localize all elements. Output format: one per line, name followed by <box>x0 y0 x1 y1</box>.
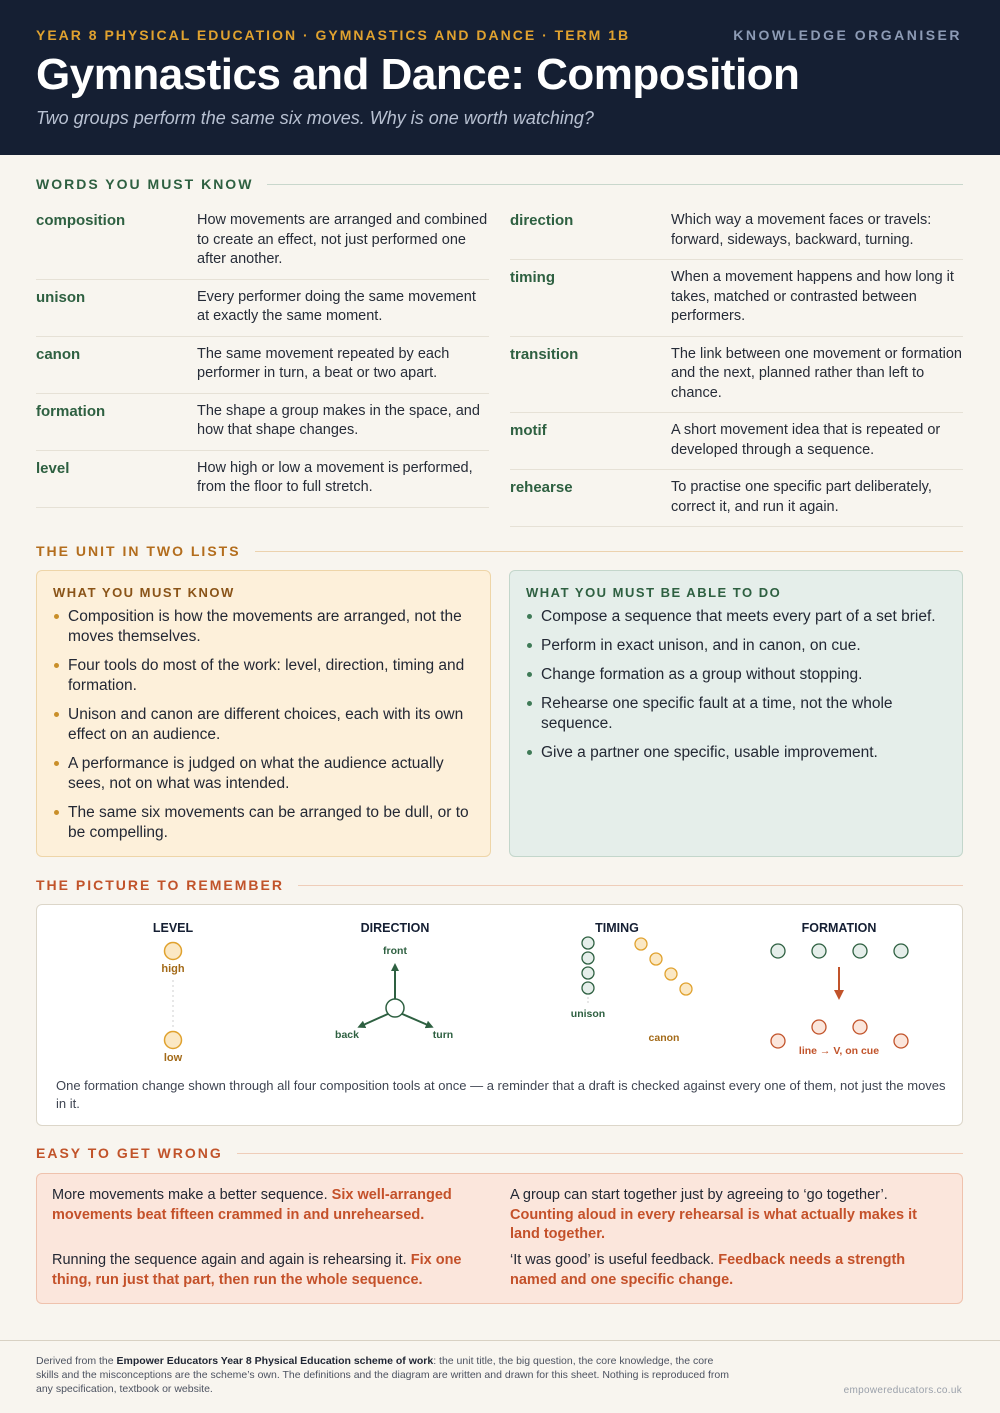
vocab-column-right <box>510 203 963 527</box>
list-item: Give a partner one specific, usable improvement. <box>526 743 948 763</box>
formation-panel <box>771 921 908 1057</box>
vocab-definition: Which way a movement faces or travels: forward, sideways, backward, turning. <box>671 212 932 248</box>
unison-dot <box>582 982 594 994</box>
footer-url[interactable]: empowereducators.co.uk <box>843 1385 962 1396</box>
unison-dot <box>582 967 594 979</box>
list-item: Change formation as a group without stopping. <box>526 665 948 685</box>
page-title: Gymnastics and Dance: Composition <box>36 50 800 99</box>
line-formation-dot <box>894 944 908 958</box>
vocab-row <box>36 280 489 337</box>
direction-back-label: back <box>335 1029 359 1041</box>
line-formation-dot <box>812 944 826 958</box>
level-low-label: low <box>163 1052 183 1064</box>
vocab-term: canon <box>36 345 81 363</box>
vocab-term: rehearse <box>510 479 573 496</box>
correction-text: Counting aloud in every rehearsal is what actually makes it land together. <box>510 1206 917 1242</box>
formation-label: line → V, on cue <box>798 1045 880 1057</box>
canon-dot <box>650 953 662 965</box>
page-subtitle: Two groups perform the same six moves. Why is one worth watching? <box>36 108 594 128</box>
timing-panel <box>571 921 692 1044</box>
section-heading-picture: THE PICTURE TO REMEMBER <box>36 875 963 895</box>
misconception-item <box>510 1186 950 1245</box>
vocab-term: formation <box>36 402 106 420</box>
level-title: LEVEL <box>152 921 194 935</box>
misconception-text: Running the sequence again and again is rehearsing it. <box>52 1252 411 1268</box>
list-item: Perform in exact unison, and in canon, on cue. <box>526 636 948 656</box>
line-formation-dot <box>853 944 867 958</box>
list-item: A performance is judged on what the audience actually sees, not on what was intended. <box>53 754 476 794</box>
correction-text: Feedback needs a strength named and one specific change. <box>510 1252 906 1288</box>
level-high-dot <box>165 943 182 960</box>
vocab-row <box>36 394 489 451</box>
vocab-row <box>36 203 489 280</box>
list-item: Four tools do most of the work: level, direction, timing and formation. <box>53 656 476 696</box>
unison-dot <box>582 937 594 949</box>
vocab-term: motif <box>510 422 547 439</box>
arrow-turn <box>400 1013 430 1026</box>
direction-performer-dot <box>386 999 404 1017</box>
vocab-row <box>510 260 963 337</box>
misconception-text: A group can start together just by agreeing to ‘go together’. <box>510 1187 888 1203</box>
list-item: Unison and canon are different choices, each with its own effect on an audience. <box>53 705 476 745</box>
source-name: Empower Educators Year 8 Physical Education scheme of work <box>116 1355 434 1367</box>
able-to-do-list <box>526 607 948 772</box>
vocab-column-left <box>36 203 489 508</box>
footer-divider <box>0 1340 1000 1341</box>
able-to-do-box <box>509 570 963 857</box>
vocab-term: unison <box>36 288 86 306</box>
must-know-box <box>36 570 491 857</box>
canon-dot <box>665 968 677 980</box>
misconception-text: More movements make a better sequence. <box>52 1187 332 1203</box>
vocab-definition: The same movement repeated by each performer in turn, a beat or two apart. <box>197 345 450 381</box>
list-item: Rehearse one specific fault at a time, not the whole sequence. <box>526 694 948 734</box>
canon-dot <box>635 938 647 950</box>
section-heading-lists: THE UNIT IN TWO LISTS <box>36 541 963 561</box>
level-high-label: high <box>161 963 185 975</box>
unit-kicker: YEAR 8 PHYSICAL EDUCATION · GYMNASTICS AND DANCE · TERM 1B <box>36 27 631 43</box>
vocab-row <box>36 451 489 508</box>
must-know-list <box>53 607 476 852</box>
v-formation-dot <box>853 1020 867 1034</box>
vocab-row <box>510 470 963 527</box>
v-formation-dot <box>812 1020 826 1034</box>
vocab-term: level <box>36 459 70 477</box>
vocab-definition: How movements are arranged and combined to create an effect, not just performed one after another. <box>197 212 488 267</box>
list-item: Composition is how the movements are arranged, not the moves themselves. <box>53 607 476 647</box>
misconceptions-box <box>36 1173 963 1304</box>
vocab-definition: The shape a group makes in the space, and how that shape changes. <box>197 402 480 438</box>
timing-title: TIMING <box>595 921 639 935</box>
canon-label: canon <box>648 1032 680 1044</box>
section-heading-words: WORDS YOU MUST KNOW <box>36 174 963 194</box>
vocab-row <box>510 337 963 414</box>
v-formation-dot <box>771 1034 785 1048</box>
level-panel <box>153 921 194 1064</box>
misconception-item <box>510 1251 950 1290</box>
list-item: Compose a sequence that meets every part of a set brief. <box>526 607 948 627</box>
line-formation-dot <box>771 944 785 958</box>
vocab-term: composition <box>36 212 126 229</box>
vocab-definition: When a movement happens and how long it takes, matched or contrasted between performers. <box>671 269 954 324</box>
unison-label: unison <box>570 1008 606 1020</box>
able-to-do-title: WHAT YOU MUST BE ABLE TO DO <box>526 585 782 600</box>
source-note: Derived from the Empower Educators Year 8 Physical Education scheme of work: the unit title, the big question, the core knowledge, the core skills and the misconceptions are the scheme’s own. The definitions and the diagram are written and drawn for this sheet. Nothing is reproduced from any specification, textbook or website. <box>36 1355 729 1395</box>
vocab-row <box>510 413 963 470</box>
list-item: The same six movements can be arranged to be dull, or to be compelling. <box>53 803 476 843</box>
unison-dot <box>582 952 594 964</box>
vocab-term: timing <box>510 269 555 286</box>
vocab-definition: A short movement idea that is repeated or developed through a sequence. <box>671 422 941 458</box>
misconception-text: ‘It was good’ is useful feedback. <box>510 1252 719 1268</box>
correction-text: Six well-arranged movements beat fifteen crammed in and unrehearsed. <box>52 1187 452 1223</box>
document-type-label: KNOWLEDGE ORGANISER <box>733 27 962 43</box>
v-formation-dot <box>894 1034 908 1048</box>
diagram-caption: One formation change shown through all four composition tools at once — a reminder that a draft is checked against every one of them, not just the moves in it. <box>56 1078 946 1111</box>
formation-title: FORMATION <box>801 921 877 935</box>
misconception-item <box>52 1251 492 1290</box>
vocab-definition: To practise one specific part deliberately, correct it, and run it again. <box>671 479 932 515</box>
direction-title: DIRECTION <box>360 921 430 935</box>
canon-dot <box>680 983 692 995</box>
direction-front-label: front <box>383 945 407 957</box>
direction-turn-label: turn <box>432 1029 454 1041</box>
header-banner <box>0 0 1000 155</box>
section-heading-wrong: EASY TO GET WRONG <box>36 1143 963 1163</box>
misconception-item <box>52 1186 492 1225</box>
vocab-definition: Every performer doing the same movement at exactly the same moment. <box>197 288 476 324</box>
level-low-dot <box>165 1032 182 1049</box>
vocab-definition: The link between one movement or formation and the next, planned rather than left to chance. <box>671 345 962 401</box>
vocab-term: direction <box>510 212 574 229</box>
correction-text: Fix one thing, run just that part, then run the whole sequence. <box>52 1252 462 1288</box>
arrow-back <box>361 1013 390 1026</box>
direction-panel <box>335 921 453 1041</box>
must-know-title: WHAT YOU MUST KNOW <box>53 585 235 600</box>
vocab-definition: How high or low a movement is performed, from the floor to full stretch. <box>197 459 473 495</box>
vocab-term: transition <box>510 345 579 363</box>
vocab-row <box>510 203 963 260</box>
vocab-row <box>36 337 489 394</box>
composition-diagram <box>36 904 963 1126</box>
